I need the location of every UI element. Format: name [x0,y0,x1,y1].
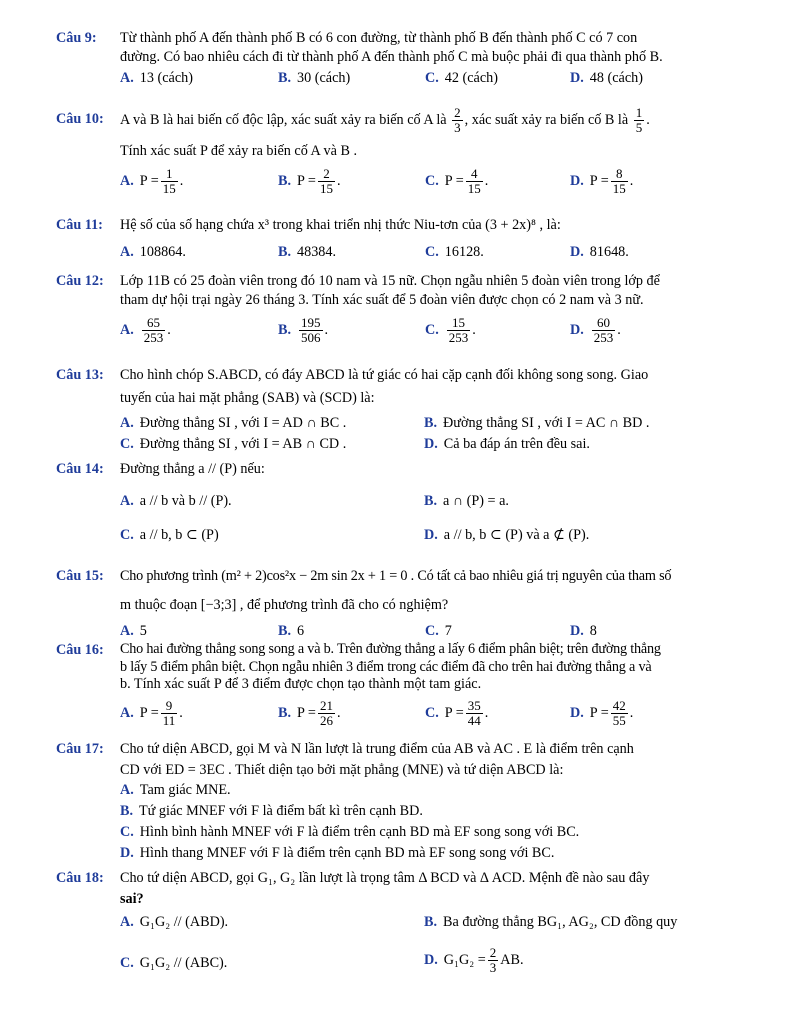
question-label: Câu 18: [56,870,104,886]
question-text: Cho tứ diện ABCD, gọi M và N lần lượt là trung điểm của AB và AC . E là điểm trên cạnh CD với ED = 3EC . Thiết diện tạo bởi mặt phẳng (MNE) và tứ diện ABCD là: [120,741,634,778]
option-c[interactable]: C. Hình bình hành MNEF với F là điểm trên cạnh BD mà EF song song với BC. [120,824,580,840]
option-a[interactable]: A. 13 (cách) [120,70,193,86]
option-b[interactable]: B. Đường thẳng SI , với I = AC ∩ BD . [424,415,650,431]
option-c[interactable]: C. 7 [425,623,452,639]
option-b[interactable]: B. P = $\frac{21}{26}$ . [278,698,341,728]
option-d[interactable]: D. 48 (cách) [570,70,643,86]
option-c[interactable]: C. a // b, b ⊂ (P) [120,527,219,543]
question-text: Đường thẳng a // (P) nếu: [120,461,265,477]
option-a[interactable]: A. a // b và b // (P). [120,493,232,509]
option-b[interactable]: B. 48384. [278,244,337,260]
question-text: Lớp 11B có 25 đoàn viên trong đó 10 nam và 15 nữ. Chọn ngẫu nhiên 5 đoàn viên trong lớp để tham dự hội trại ngày 26 tháng 3. Tính xác suất để 5 đoàn viên được chọn có 2 nam và 3 nữ. [120,273,660,308]
option-d[interactable]: D. $\frac{60}{253}$ . [570,315,621,345]
question-text: A và B là hai biến cố độc lập, xác suất xảy ra biến cố A là $\frac{2}{3}$ , xác suất xảy ra biến cố B là $\frac{1}{5}$ . [120,105,650,135]
option-b[interactable]: B. 30 (cách) [278,70,351,86]
option-d[interactable]: D. a // b, b ⊂ (P) và a ⊄ (P). [424,527,590,543]
option-d[interactable]: D. G₁G₂ = $\frac{2}{3}$ AB. [424,945,524,975]
question-label: Câu 10: [56,111,104,127]
option-c[interactable]: C. 16128. [425,244,484,260]
option-a[interactable]: A. 108864. [120,244,186,260]
question-label: Câu 16: [56,642,104,658]
option-d[interactable]: D. Cả ba đáp án trên đều sai. [424,436,590,452]
option-c[interactable]: C. $\frac{15}{253}$ . [425,315,476,345]
option-b[interactable]: B. Tứ giác MNEF với F là điểm bất kì trên cạnh BD. [120,803,423,819]
question-label: Câu 12: [56,273,104,289]
option-a[interactable]: A. $\frac{65}{253}$ . [120,315,171,345]
question-text: Cho tứ diện ABCD, gọi G₁, G₂ lần lượt là trọng tâm Δ BCD và Δ ACD. Mệnh đề nào sau đây sai? [120,870,650,907]
option-d[interactable]: D. 81648. [570,244,629,260]
option-c[interactable]: C. G₁G₂ // (ABC). [120,955,228,971]
option-a[interactable]: A. P = $\frac{1}{15}$ . [120,166,184,196]
question-text: Từ thành phố A đến thành phố B có 6 con đường, từ thành phố B đến thành phố C có 7 con đường. Có bao nhiêu cách đi từ thành phố A đến thành phố C mà buộc phải đi qua thành phố B. [120,30,663,65]
question-label: Câu 17: [56,741,104,757]
question-label: Câu 9: [56,30,97,46]
option-a[interactable]: A. 5 [120,623,147,639]
option-a[interactable]: A. P = $\frac{9}{11}$ . [120,698,183,728]
option-d[interactable]: D. P = $\frac{8}{15}$ . [570,166,634,196]
fraction: $\frac{2}{3}$ [454,105,461,135]
option-b[interactable]: B. a ∩ (P) = a. [424,493,509,509]
question-text: Cho phương trình (m² + 2)cos²x − 2m sin 2x + 1 = 0 . Có tất cả bao nhiêu giá trị nguyên của tham số m thuộc đoạn [−3;3] , để phương trình đã cho có nghiệm? [120,568,672,613]
question-text: Hệ số của số hạng chứa x³ trong khai triển nhị thức Niu-tơn của (3 + 2x)⁸ , là: [120,217,561,233]
question-label: Câu 15: [56,568,104,584]
option-d[interactable]: D. P = $\frac{42}{55}$ . [570,698,634,728]
question-label: Câu 13: [56,367,104,383]
question-text: Cho hình chóp S.ABCD, có đáy ABCD là tứ giác có hai cặp cạnh đối không song song. Giao tuyến của hai mặt phẳng (SAB) và (SCD) là: [120,367,649,406]
option-d[interactable]: D. Hình thang MNEF với F là điểm trên cạnh BD mà EF song song với BC. [120,845,555,861]
option-c[interactable]: C. 42 (cách) [425,70,498,86]
option-c[interactable]: C. P = $\frac{4}{15}$ . [425,166,489,196]
option-b[interactable]: B. P = $\frac{2}{15}$ . [278,166,341,196]
option-a[interactable]: A. G₁G₂ // (ABD). [120,914,229,930]
option-d[interactable]: D. 8 [570,623,597,639]
option-b[interactable]: B. Ba đường thẳng BG₁, AG₂, CD đồng quy [424,914,678,930]
option-c[interactable]: C. P = $\frac{35}{44}$ . [425,698,489,728]
option-c[interactable]: C. Đường thẳng SI , với I = AB ∩ CD . [120,436,347,452]
option-b[interactable]: B. 6 [278,623,305,639]
question-label: Câu 14: [56,461,104,477]
option-b[interactable]: B. $\frac{195}{506}$ . [278,315,329,345]
question-label: Câu 11: [56,217,103,233]
question-text: Cho hai đường thẳng song song a và b. Trên đường thẳng a lấy 6 điểm phân biệt; trên đường thẳng b lấy 5 điểm phân biệt. Chọn ngẫu nhiên 3 điểm trong các điểm đã cho trên hai đường thẳng a và b. Tính xác suất P để 3 điểm được chọn tạo thành một tam giác. [120,641,661,692]
option-a[interactable]: A. Tam giác MNE. [120,782,231,798]
option-a[interactable]: A. Đường thẳng SI , với I = AD ∩ BC . [120,415,347,431]
fraction: $\frac{1}{5}$ [635,105,643,135]
